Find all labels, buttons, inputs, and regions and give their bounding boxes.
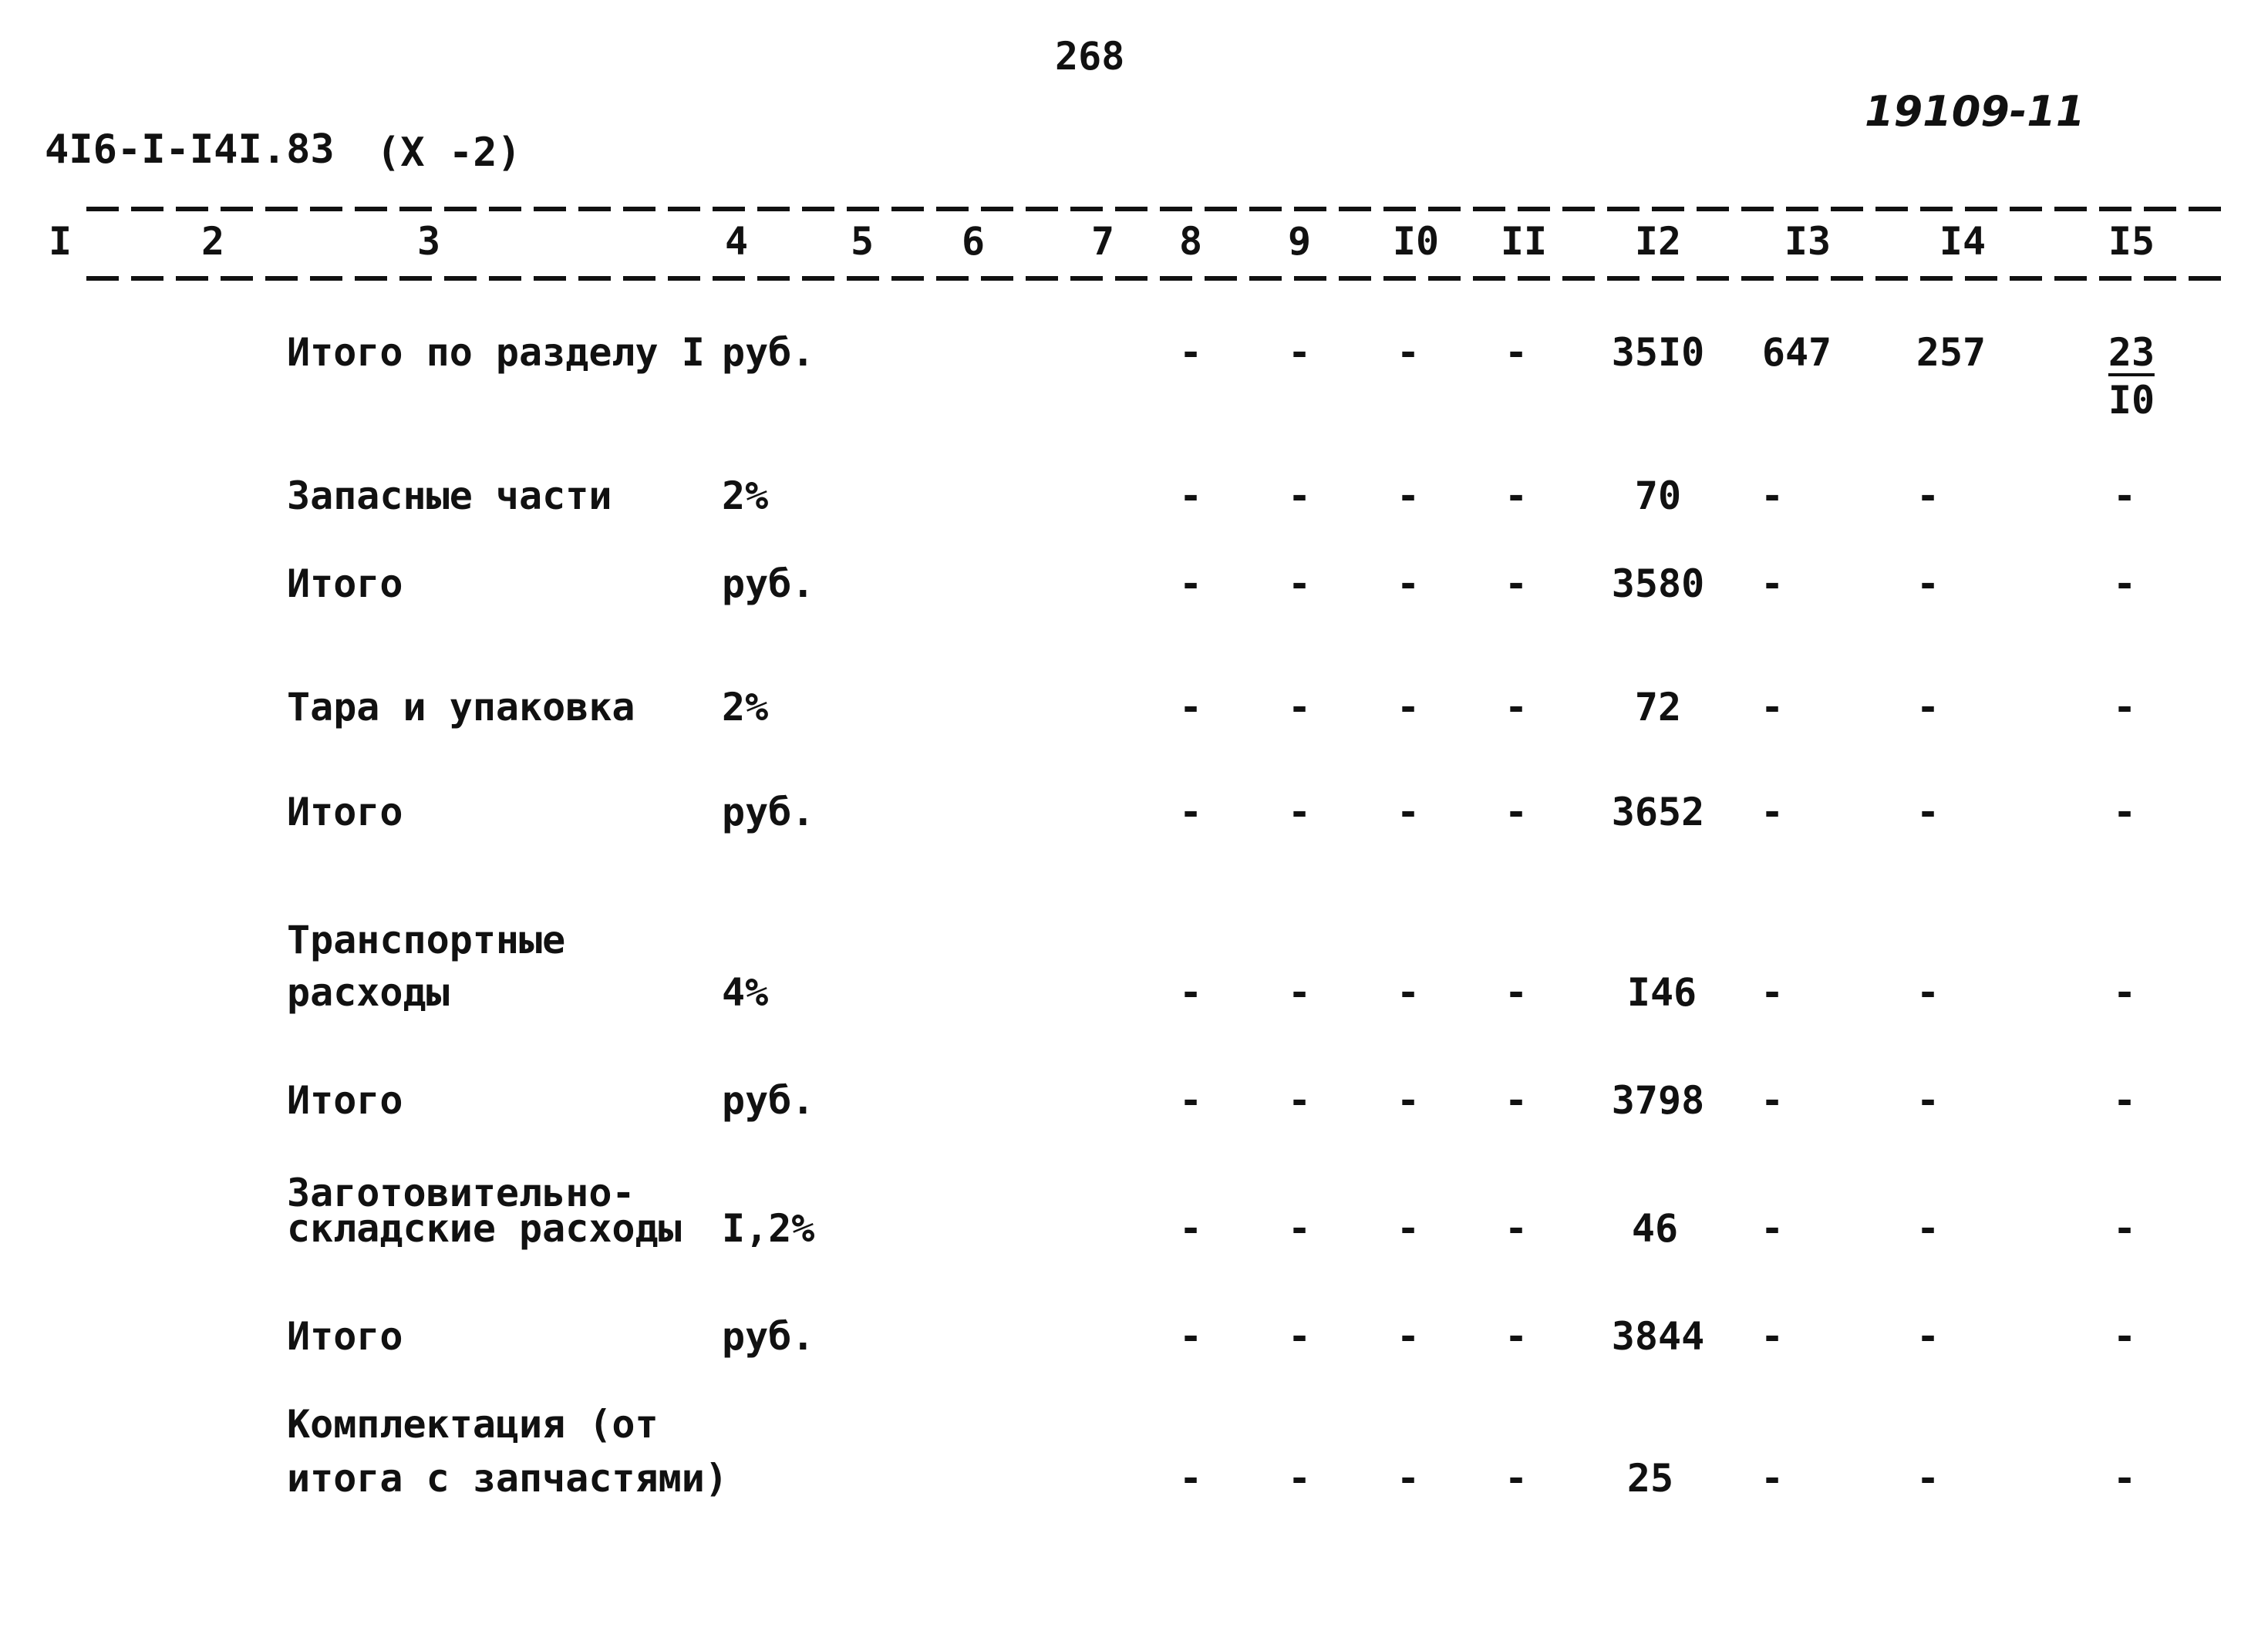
- column-header: I2: [1634, 219, 1682, 264]
- cell-col12: 35I0: [1611, 330, 1705, 375]
- column-header: 5: [850, 219, 875, 264]
- row-name: Запасные части: [287, 473, 612, 518]
- cell-col11: -: [1504, 473, 1528, 518]
- row-unit: 4%: [722, 970, 769, 1015]
- column-header: 9: [1287, 219, 1312, 264]
- cell-col12: I46: [1626, 970, 1697, 1015]
- row-name-line2: итога с запчастями): [287, 1456, 728, 1501]
- cell-col9: -: [1287, 970, 1312, 1015]
- row-name-line2: расходы: [287, 970, 450, 1015]
- cell-col13: -: [1760, 1078, 1784, 1123]
- cell-col12: 72: [1634, 685, 1682, 730]
- cell-col8: -: [1178, 330, 1203, 375]
- cell-col15: -: [2112, 685, 2137, 730]
- cell-col14: -: [1916, 970, 1940, 1015]
- cell-col13: -: [1760, 970, 1784, 1015]
- cell-col14: -: [1916, 561, 1940, 606]
- cell-col13: -: [1760, 1206, 1784, 1251]
- cell-col15: -: [2112, 1206, 2137, 1251]
- column-header: I3: [1784, 219, 1832, 264]
- cell-col10: -: [1396, 970, 1420, 1015]
- cell-col8: -: [1178, 790, 1203, 834]
- cell-col11: -: [1504, 561, 1528, 606]
- cell-col14: -: [1916, 1078, 1940, 1123]
- cell-col12: 3580: [1611, 561, 1705, 606]
- row-unit: 2%: [722, 473, 769, 518]
- cell-col10: -: [1396, 330, 1420, 375]
- cell-col8: -: [1178, 685, 1203, 730]
- column-header: I5: [2108, 219, 2155, 264]
- cell-col12: 3844: [1611, 1314, 1705, 1359]
- row-unit: руб.: [722, 561, 815, 606]
- row-name: Итого: [287, 561, 403, 606]
- column-header: I4: [1939, 219, 1987, 264]
- cell-col9: -: [1287, 561, 1312, 606]
- cell-col14: -: [1916, 473, 1940, 518]
- cell-col8: -: [1178, 970, 1203, 1015]
- row-unit: 2%: [722, 685, 769, 730]
- cell-col9: -: [1287, 473, 1312, 518]
- cell-col11: -: [1504, 1314, 1528, 1359]
- cell-col14: 257: [1916, 330, 1987, 375]
- cell-col14: -: [1916, 685, 1940, 730]
- column-header: 7: [1090, 219, 1115, 264]
- column-header: 8: [1178, 219, 1203, 264]
- cell-col15: -: [2112, 1078, 2137, 1123]
- cell-col9: -: [1287, 1078, 1312, 1123]
- row-name-line1: Комплектация (от: [287, 1402, 659, 1447]
- cell-col9: -: [1287, 790, 1312, 834]
- cell-col10: -: [1396, 1314, 1420, 1359]
- row-unit: руб.: [722, 1078, 815, 1123]
- row-name-line2: складские расходы: [287, 1206, 682, 1251]
- cell-col10: -: [1396, 1456, 1420, 1501]
- row-name: Итого: [287, 1314, 403, 1359]
- cell-col11: -: [1504, 330, 1528, 375]
- cell-col15: -: [2112, 561, 2137, 606]
- cell-col10: -: [1396, 685, 1420, 730]
- row-unit: руб.: [722, 1314, 815, 1359]
- column-header: I: [48, 219, 72, 264]
- cell-col14: -: [1916, 1206, 1940, 1251]
- cell-col13: -: [1760, 685, 1784, 730]
- header-bottom-rule: [86, 276, 2226, 281]
- cell-col8: -: [1178, 1314, 1203, 1359]
- cell-col15: -: [2112, 1314, 2137, 1359]
- cell-col12: 3798: [1611, 1078, 1705, 1123]
- cell-col10: -: [1396, 790, 1420, 834]
- cell-col10: -: [1396, 473, 1420, 518]
- cell-col15: -: [2112, 1456, 2137, 1501]
- column-header: 4: [724, 219, 749, 264]
- cell-col12: 46: [1631, 1206, 1679, 1251]
- row-name-line1: Заготовительно-: [287, 1171, 635, 1215]
- cell-col8: -: [1178, 1078, 1203, 1123]
- cell-col13: -: [1760, 473, 1784, 518]
- cell-col10: -: [1396, 1206, 1420, 1251]
- column-header: II: [1500, 219, 1548, 264]
- row-unit: руб.: [722, 330, 815, 375]
- cell-col13: -: [1760, 1456, 1784, 1501]
- cell-col9: -: [1287, 1314, 1312, 1359]
- cell-col10: -: [1396, 561, 1420, 606]
- cell-col15-fraction: [2108, 330, 2155, 423]
- row-name: Итого по разделу I: [287, 330, 705, 375]
- cell-col14: -: [1916, 790, 1940, 834]
- row-name: Итого: [287, 1078, 403, 1123]
- cell-col9: -: [1287, 685, 1312, 730]
- cell-col9: -: [1287, 1206, 1312, 1251]
- cell-col12: 3652: [1611, 790, 1705, 834]
- cell-col12: 70: [1634, 473, 1682, 518]
- fraction-denominator: I0: [2108, 378, 2155, 423]
- cell-col15: -: [2112, 473, 2137, 518]
- cell-col8: -: [1178, 1206, 1203, 1251]
- cell-col10: -: [1396, 1078, 1420, 1123]
- cell-col15: -: [2112, 790, 2137, 834]
- cell-col12: 25: [1626, 1456, 1674, 1501]
- row-unit: I,2%: [722, 1206, 815, 1251]
- cell-col14: -: [1916, 1456, 1940, 1501]
- cell-col13: -: [1760, 561, 1784, 606]
- fraction-numerator: 23: [2108, 330, 2155, 375]
- header-top-rule: [86, 207, 2226, 211]
- row-name: Тара и упаковка: [287, 685, 635, 730]
- column-header: 6: [961, 219, 986, 264]
- cell-col9: -: [1287, 330, 1312, 375]
- document-variant: (X -2): [376, 130, 521, 176]
- row-name-line1: Транспортные: [287, 918, 566, 962]
- cell-col11: -: [1504, 790, 1528, 834]
- cell-col11: -: [1504, 1078, 1528, 1123]
- page-number: 268: [1055, 34, 1125, 79]
- cell-col8: -: [1178, 561, 1203, 606]
- cell-col15: -: [2112, 970, 2137, 1015]
- column-header: 3: [416, 219, 441, 264]
- archive-number: 19109-11: [1865, 87, 2085, 136]
- cell-col13: -: [1760, 790, 1784, 834]
- cell-col13: -: [1760, 1314, 1784, 1359]
- cell-col14: -: [1916, 1314, 1940, 1359]
- column-header: 2: [201, 219, 225, 264]
- cell-col9: -: [1287, 1456, 1312, 1501]
- row-name: Итого: [287, 790, 403, 834]
- cell-col8: -: [1178, 473, 1203, 518]
- cell-col13: 647: [1761, 330, 1832, 375]
- document-code: 4I6-I-I4I.83: [45, 126, 335, 173]
- cell-col11: -: [1504, 970, 1528, 1015]
- row-unit: руб.: [722, 790, 815, 834]
- cell-col8: -: [1178, 1456, 1203, 1501]
- column-header: I0: [1392, 219, 1440, 264]
- cell-col11: -: [1504, 1456, 1528, 1501]
- cell-col11: -: [1504, 1206, 1528, 1251]
- cell-col11: -: [1504, 685, 1528, 730]
